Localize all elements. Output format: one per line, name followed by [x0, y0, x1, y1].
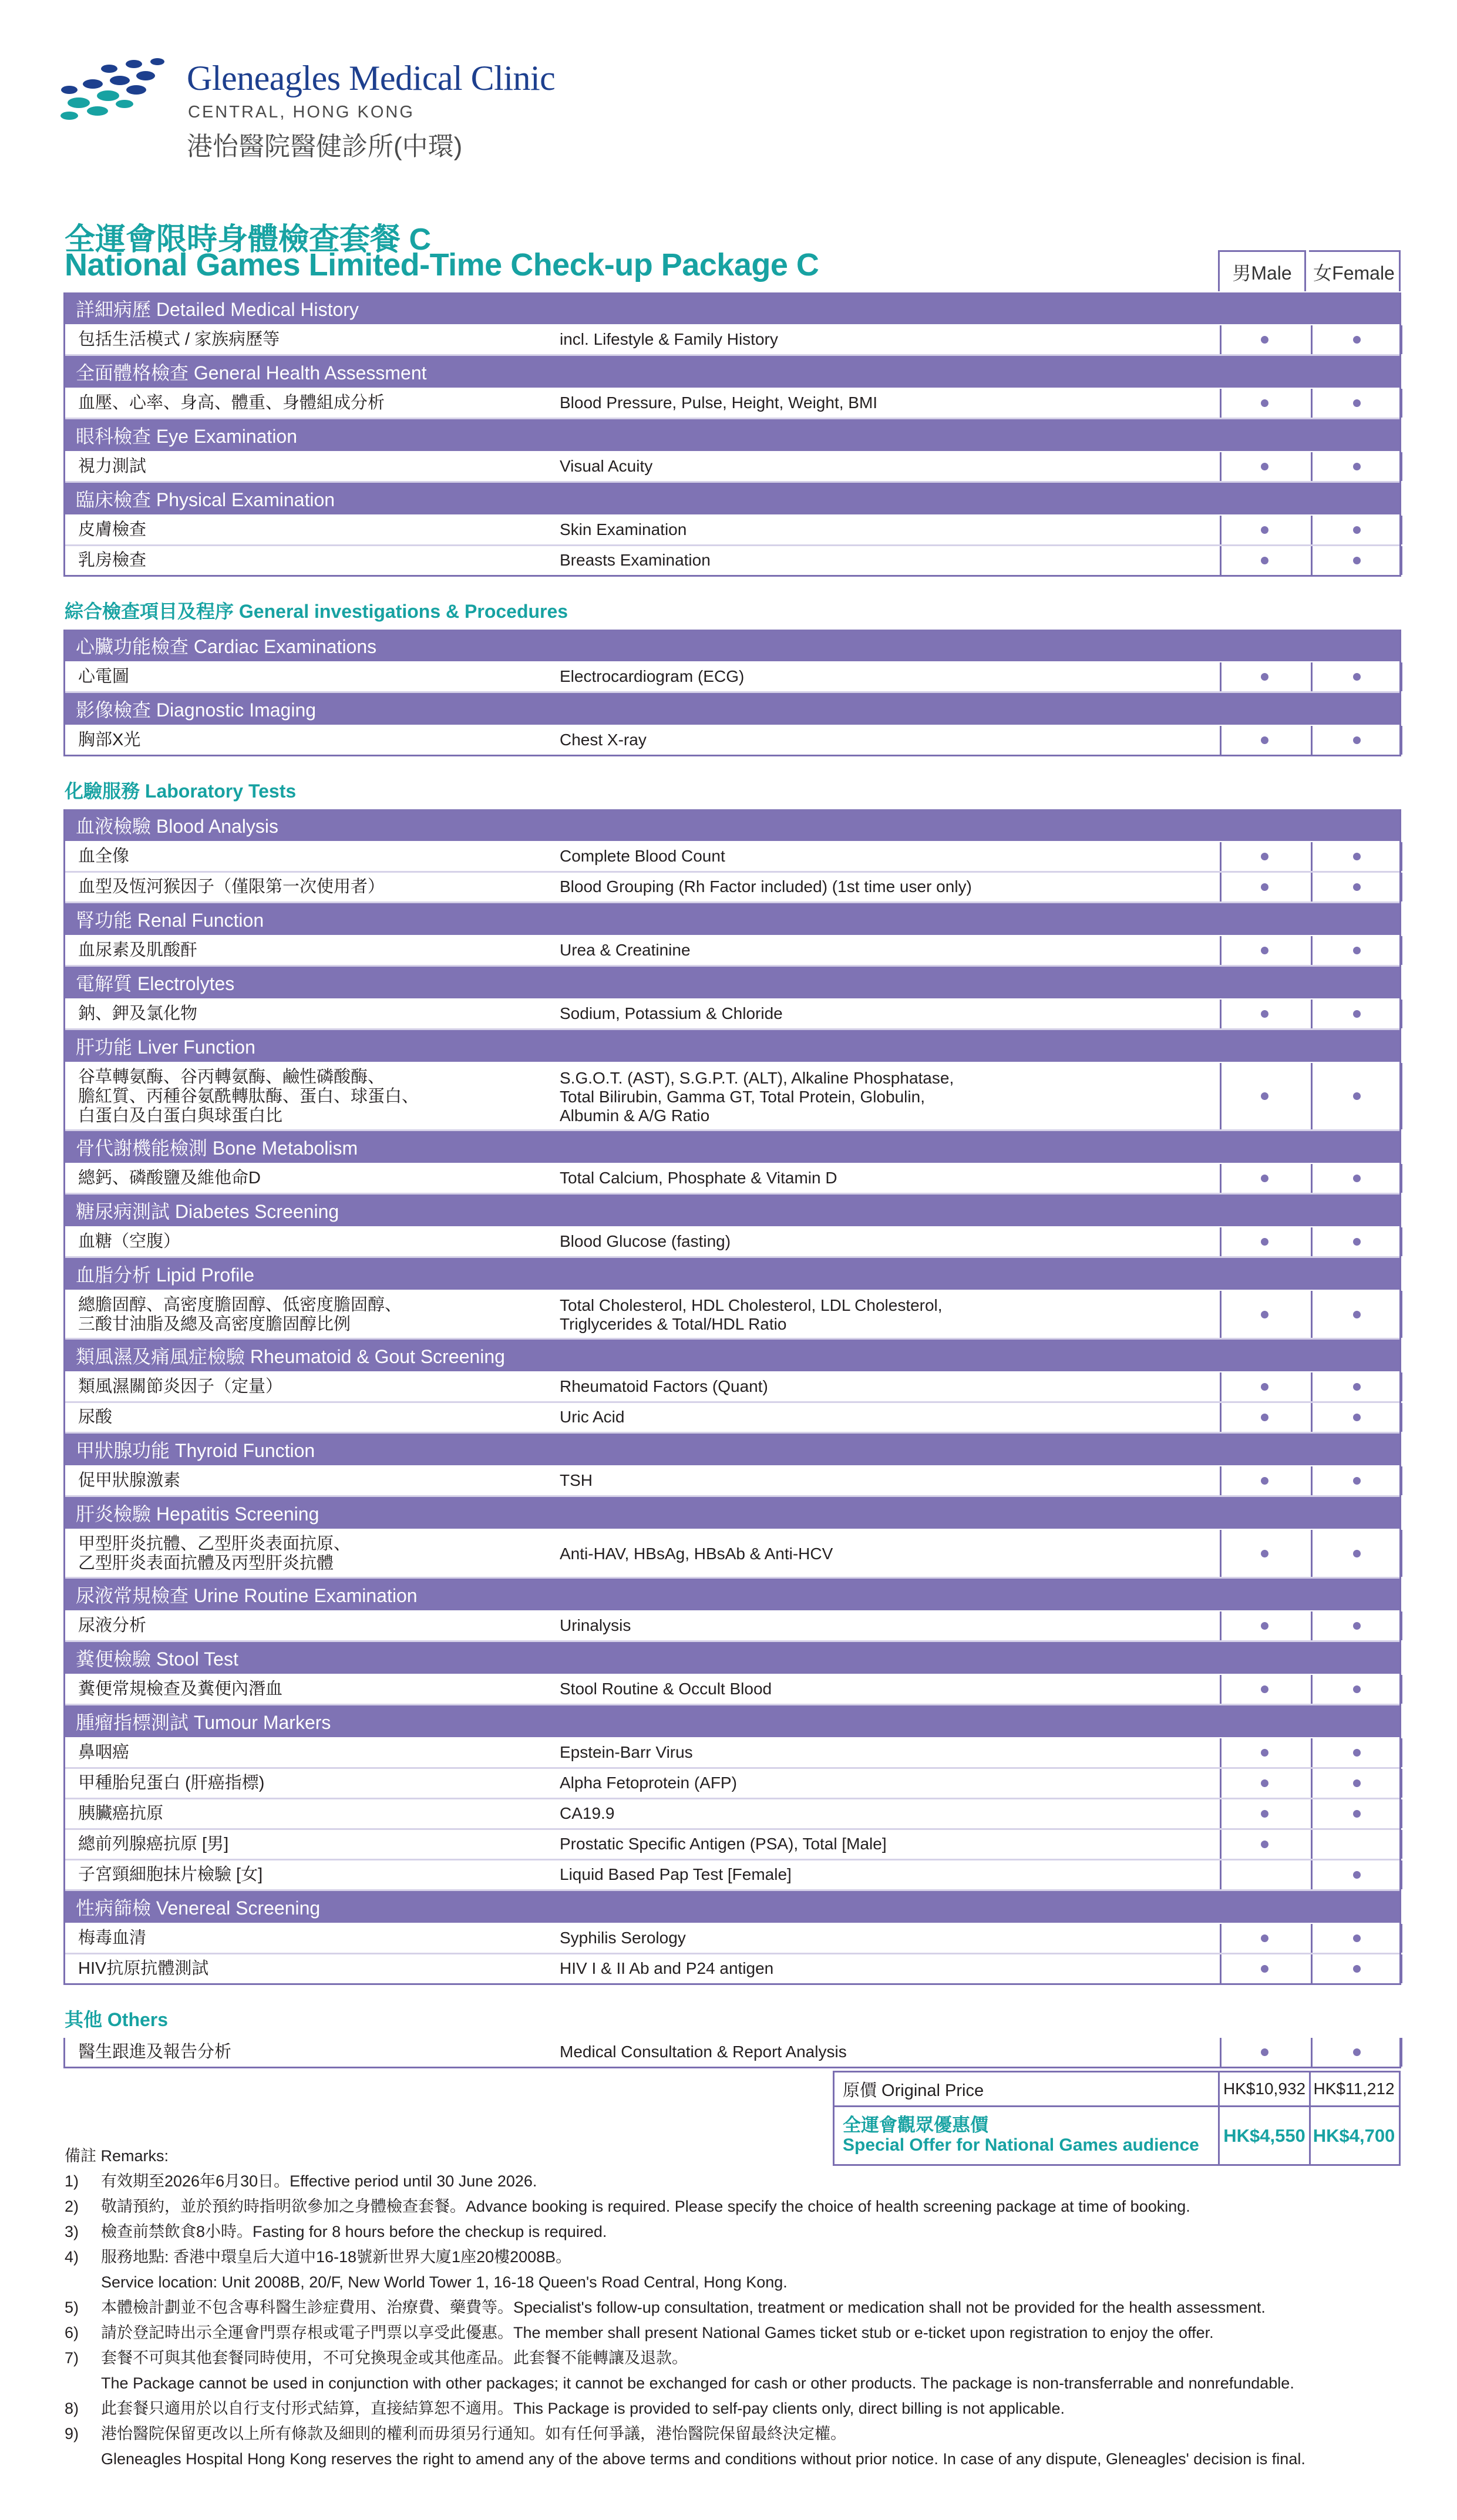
included-dot-icon	[1261, 947, 1268, 954]
column-header	[63, 250, 1401, 292]
item-name-cn: HIV抗原抗體測試	[78, 1959, 209, 1978]
female-included-cell	[1311, 1466, 1402, 1495]
female-included-cell	[1311, 1403, 1402, 1432]
remark-line	[65, 2219, 1398, 2245]
item-name-cn: 谷草轉氨酶、谷丙轉氨酶、鹼性磷酸酶、 膽紅質、丙種谷氨酰轉肽酶、蛋白、球蛋白、 白蛋白及白蛋白與球蛋白比	[78, 1068, 419, 1125]
male-included-cell	[1220, 1769, 1308, 1798]
item-name-en: Electrocardiogram (ECG)	[560, 667, 745, 685]
included-dot-icon	[1261, 526, 1268, 534]
remark-number	[65, 2371, 101, 2396]
included-dot-icon	[1261, 2048, 1268, 2056]
included-dot-icon	[1353, 1477, 1361, 1485]
remark-text: The Package cannot be used in conjunction with other packages; it cannot be exchanged for cash or other products. The package is non-transferrable and nonrefundable.	[101, 2374, 1294, 2392]
included-dot-icon	[1353, 463, 1361, 470]
included-dot-icon	[1261, 557, 1268, 564]
remark-text: Service location: Unit 2008B, 20/F, New World Tower 1, 16-18 Queen's Road Central, Hong Kong.	[101, 2273, 788, 2291]
section-header: 骨代謝機能檢測 Bone Metabolism	[65, 1131, 1399, 1163]
remark-text: 有效期至2026年6月30日。Effective period until 30 June 2026.	[101, 2172, 537, 2190]
item-name-en: Visual Acuity	[560, 457, 653, 475]
included-dot-icon	[1261, 1779, 1268, 1787]
section-header: 性病篩檢 Venereal Screening	[65, 1891, 1399, 1923]
female-included-cell	[1311, 873, 1402, 901]
remark-line	[65, 2245, 1398, 2270]
female-included-cell	[1311, 1530, 1402, 1577]
remark-line	[65, 2396, 1398, 2421]
included-dot-icon	[1353, 1238, 1361, 1246]
item-name-cn: 乳房檢查	[78, 551, 147, 570]
group-table	[63, 809, 1401, 1985]
item-name-en: TSH	[560, 1471, 593, 1489]
item-name-en: Stool Routine & Occult Blood	[560, 1680, 772, 1698]
included-dot-icon	[1353, 336, 1361, 344]
female-included-cell	[1311, 546, 1402, 575]
included-dot-icon	[1353, 1175, 1361, 1182]
table-row	[65, 1063, 1399, 1131]
item-name-en: Blood Pressure, Pulse, Height, Weight, BMI	[560, 393, 878, 412]
remark-line	[65, 2447, 1398, 2472]
included-dot-icon	[1261, 1010, 1268, 1018]
female-included-cell	[1311, 1860, 1402, 1889]
included-dot-icon	[1261, 336, 1268, 344]
item-name-en: Prostatic Specific Antigen (PSA), Total [Male]	[560, 1835, 887, 1853]
remark-text: 此套餐只適用於以自行支付形式結算，直接結算恕不適用。This Package is provided to self-pay clients only, direct billing is not applicable.	[101, 2400, 1065, 2417]
item-name-cn: 血型及恆河猴因子（僅限第一次使用者）	[78, 877, 385, 896]
table-row	[65, 2038, 1399, 2068]
male-included-cell	[1220, 1227, 1308, 1256]
remark-text: Gleneagles Hospital Hong Kong reserves the right to amend any of the above terms and conditions without prior notice. In case of any dispute, Gleneagles' decision is final.	[101, 2450, 1305, 2468]
package-table	[63, 250, 1401, 2166]
included-dot-icon	[1261, 1238, 1268, 1246]
female-included-cell	[1311, 1830, 1402, 1859]
male-included-cell	[1220, 1164, 1308, 1193]
included-dot-icon	[1353, 557, 1361, 564]
item-name-cn: 總前列腺癌抗原 [男]	[78, 1835, 229, 1853]
section-header: 眼科檢查 Eye Examination	[65, 419, 1399, 451]
female-included-cell	[1311, 1769, 1402, 1798]
item-name-en: Total Cholesterol, HDL Cholesterol, LDL Cholesterol, Triglycerides & Total/HDL Ratio	[560, 1296, 943, 1333]
remark-number: 2)	[65, 2198, 79, 2215]
item-name-cn: 尿液分析	[78, 1616, 147, 1635]
item-name-en: HIV I & II Ab and P24 antigen	[560, 1959, 774, 1977]
original-price-label: 原價 Original Price	[833, 2071, 1218, 2107]
brand-name: Gleneagles Medical Clinic	[187, 59, 556, 97]
remark-text: 敬請預約，並於預約時指明欲參加之身體檢查套餐。Advance booking is required. Please specify the choice of health screening package at time of booking.	[101, 2198, 1190, 2215]
table-row	[65, 936, 1399, 967]
item-name-cn: 血壓、心率、身高、體重、身體組成分析	[78, 393, 385, 412]
table-row	[65, 1830, 1399, 1860]
male-included-cell	[1220, 873, 1308, 901]
item-name-cn: 鈉、鉀及氯化物	[78, 1004, 198, 1023]
section-header: 血脂分析 Lipid Profile	[65, 1258, 1399, 1290]
table-row	[65, 1769, 1399, 1799]
female-included-cell	[1311, 325, 1402, 354]
included-dot-icon	[1353, 1010, 1361, 1018]
included-dot-icon	[1353, 1871, 1361, 1879]
included-dot-icon	[1261, 1622, 1268, 1630]
female-included-cell	[1311, 662, 1402, 691]
remark-number: 5)	[65, 2299, 79, 2316]
table-row	[65, 1164, 1399, 1195]
section-header: 全面體格檢查 General Health Assessment	[65, 356, 1399, 388]
group-table	[63, 2038, 1401, 2068]
female-included-cell	[1311, 1000, 1402, 1028]
package-title-en: National Games Limited-Time Check-up Package C	[65, 247, 819, 282]
included-dot-icon	[1261, 1383, 1268, 1391]
item-name-cn: 視力測試	[78, 457, 147, 476]
table-row	[65, 1227, 1399, 1258]
male-included-cell	[1220, 1403, 1308, 1432]
section-header: 尿液常規檢查 Urine Routine Examination	[65, 1579, 1399, 1610]
item-name-en: Syphilis Serology	[560, 1929, 686, 1947]
included-dot-icon	[1261, 1175, 1268, 1182]
included-dot-icon	[1261, 1414, 1268, 1421]
table-row	[65, 842, 1399, 873]
item-name-cn: 甲種胎兒蛋白 (肝癌指標)	[78, 1774, 265, 1792]
remark-line	[65, 2320, 1398, 2346]
male-included-cell	[1220, 325, 1308, 354]
table-row	[65, 1611, 1399, 1642]
section-header: 影像檢查 Diagnostic Imaging	[65, 693, 1399, 725]
item-name-en: Complete Blood Count	[560, 847, 725, 865]
offer-label-en: Special Offer for National Games audience	[843, 2135, 1199, 2155]
male-included-cell	[1220, 1924, 1308, 1953]
included-dot-icon	[1261, 463, 1268, 470]
included-dot-icon	[1261, 1810, 1268, 1818]
female-included-cell	[1311, 726, 1402, 755]
item-name-en: Liquid Based Pap Test [Female]	[560, 1865, 792, 1883]
table-row	[65, 1000, 1399, 1030]
table-row	[65, 1860, 1399, 1891]
remark-text: 本體檢計劃並不包含專科醫生診症費用、治療費、藥費等。Specialist's follow-up consultation, treatment or medication shall not be provided for the health assessment.	[101, 2299, 1266, 2316]
included-dot-icon	[1261, 673, 1268, 681]
female-included-cell	[1311, 1954, 1402, 1983]
item-name-en: Urea & Creatinine	[560, 941, 691, 959]
item-name-cn: 促甲狀腺激素	[78, 1471, 181, 1490]
included-dot-icon	[1261, 1092, 1268, 1100]
male-included-cell	[1220, 726, 1308, 755]
included-dot-icon	[1261, 1477, 1268, 1485]
table-body	[63, 292, 1401, 2071]
offer-label-cn: 全運會觀眾優惠價	[843, 2115, 988, 2135]
group-heading-en: Laboratory Tests	[144, 780, 297, 802]
male-included-cell	[1220, 452, 1308, 481]
remark-line	[65, 2295, 1398, 2320]
group-table	[63, 292, 1401, 577]
offer-price-female: HK$4,700	[1309, 2105, 1401, 2166]
remark-number: 7)	[65, 2349, 79, 2367]
included-dot-icon	[1353, 1965, 1361, 1973]
item-name-en: CA19.9	[560, 1804, 615, 1822]
female-included-cell	[1311, 516, 1402, 544]
included-dot-icon	[1353, 526, 1361, 534]
remarks-heading: 備註 Remarks:	[65, 2147, 169, 2165]
remark-line	[65, 2346, 1398, 2371]
male-included-cell	[1220, 1000, 1308, 1028]
male-included-cell	[1220, 1372, 1308, 1401]
item-name-en: Blood Glucose (fasting)	[560, 1232, 731, 1250]
clinic-logo	[59, 56, 587, 167]
male-included-cell	[1220, 546, 1308, 575]
item-name-cn: 胰臟癌抗原	[78, 1804, 164, 1823]
package-title-cn: 全運會限時身體檢查套餐 C	[65, 223, 432, 257]
section-header: 腎功能 Renal Function	[65, 903, 1399, 935]
original-price-male: HK$10,932	[1218, 2071, 1311, 2107]
item-name-en: Urinalysis	[560, 1616, 631, 1634]
female-included-cell	[1311, 1675, 1402, 1704]
table-row	[65, 1403, 1399, 1434]
male-included-cell	[1220, 1530, 1308, 1577]
table-row	[65, 1466, 1399, 1497]
female-included-cell	[1311, 2038, 1402, 2067]
female-included-cell	[1311, 936, 1402, 965]
item-name-en: incl. Lifestyle & Family History	[560, 330, 778, 348]
remark-text: 服務地點: 香港中環皇后大道中16-18號新世界大廈1座20樓2008B。	[101, 2248, 572, 2266]
included-dot-icon	[1261, 399, 1268, 407]
remarks	[65, 2144, 1398, 2472]
table-row	[65, 1924, 1399, 1954]
brand-location: CENTRAL, HONG KONG	[188, 103, 415, 122]
remark-number: 3)	[65, 2223, 79, 2240]
male-included-cell	[1220, 1799, 1308, 1828]
table-row	[65, 516, 1399, 546]
included-dot-icon	[1353, 1383, 1361, 1391]
male-included-cell	[1220, 842, 1308, 871]
included-dot-icon	[1261, 1749, 1268, 1757]
item-name-cn: 血全像	[78, 847, 130, 866]
item-name-en: S.G.O.T. (AST), S.G.P.T. (ALT), Alkaline Phosphatase, Total Bilirubin, Gamma GT, Total Protein, Globulin, Albumin & A/G Ratio	[560, 1068, 954, 1125]
item-name-en: Blood Grouping (Rh Factor included) (1st time user only)	[560, 877, 972, 896]
item-name-cn: 鼻咽癌	[78, 1743, 130, 1762]
table-row	[65, 1954, 1399, 1985]
included-dot-icon	[1353, 1622, 1361, 1630]
section-header: 電解質 Electrolytes	[65, 967, 1399, 998]
offer-price-male: HK$4,550	[1218, 2105, 1311, 2166]
item-name-en: Chest X-ray	[560, 731, 647, 749]
table-row	[65, 1530, 1399, 1579]
included-dot-icon	[1353, 1550, 1361, 1557]
remark-text: 套餐不可與其他套餐同時使用，不可兌換現金或其他產品。此套餐不能轉讓及退款。	[101, 2349, 688, 2367]
item-name-en: Sodium, Potassium & Chloride	[560, 1004, 783, 1022]
remark-text: 檢查前禁飲食8小時。Fasting for 8 hours before the checkup is required.	[101, 2223, 607, 2240]
table-row	[65, 546, 1399, 577]
male-included-cell	[1220, 1860, 1308, 1889]
included-dot-icon	[1261, 853, 1268, 860]
group-heading-cn: 綜合檢查項目及程序	[65, 601, 234, 622]
included-dot-icon	[1261, 883, 1268, 891]
item-name-cn: 梅毒血清	[78, 1929, 147, 1947]
male-included-cell	[1220, 1291, 1308, 1338]
included-dot-icon	[1353, 1311, 1361, 1318]
remark-number: 4)	[65, 2248, 79, 2266]
female-included-cell	[1311, 1227, 1402, 1256]
section-header: 糞便檢驗 Stool Test	[65, 1642, 1399, 1674]
item-name-cn: 甲型肝炎抗體、乙型肝炎表面抗原、 乙型肝炎表面抗體及丙型肝炎抗體	[78, 1535, 351, 1573]
section-header: 甲狀腺功能 Thyroid Function	[65, 1434, 1399, 1465]
table-row	[65, 1799, 1399, 1830]
included-dot-icon	[1353, 1092, 1361, 1100]
item-name-cn: 類風濕關節炎因子（定量）	[78, 1377, 283, 1396]
item-name-en: Skin Examination	[560, 520, 687, 539]
group-heading-en: General investigations & Procedures	[238, 601, 568, 622]
included-dot-icon	[1353, 1685, 1361, 1693]
female-included-cell	[1311, 1164, 1402, 1193]
original-price-female: HK$11,212	[1309, 2071, 1401, 2107]
item-name-cn: 子宮頸細胞抹片檢驗 [女]	[78, 1865, 263, 1884]
group-heading-en: Others	[107, 2009, 169, 2030]
item-name-en: Epstein-Barr Virus	[560, 1743, 693, 1761]
female-included-cell	[1311, 1611, 1402, 1640]
male-included-cell	[1220, 389, 1308, 418]
female-included-cell	[1311, 1924, 1402, 1953]
included-dot-icon	[1353, 1934, 1361, 1942]
section-header: 臨床檢查 Physical Examination	[65, 483, 1399, 514]
female-included-cell	[1311, 1799, 1402, 1828]
remark-number	[65, 2447, 101, 2472]
remark-number	[65, 2270, 101, 2295]
included-dot-icon	[1353, 736, 1361, 744]
included-dot-icon	[1261, 1685, 1268, 1693]
group-heading-cn: 其他	[65, 2009, 103, 2030]
included-dot-icon	[1353, 399, 1361, 407]
group-heading	[63, 756, 1401, 809]
item-name-cn: 胸部X光	[78, 731, 141, 749]
group-heading-cn: 化驗服務	[65, 780, 140, 802]
included-dot-icon	[1353, 947, 1361, 954]
item-name-en: Rheumatoid Factors (Quant)	[560, 1377, 768, 1395]
remark-line	[65, 2421, 1398, 2447]
item-name-en: Medical Consultation & Report Analysis	[560, 2043, 847, 2061]
included-dot-icon	[1353, 1810, 1361, 1818]
remark-number: 8)	[65, 2400, 79, 2417]
remark-text: 港怡醫院保留更改以上所有條款及細則的權利而毋須另行通知。如有任何爭議，港怡醫院保留最終決定權。	[101, 2425, 846, 2442]
included-dot-icon	[1353, 883, 1361, 891]
male-included-cell	[1220, 662, 1308, 691]
female-column-header: 女Female	[1309, 250, 1401, 291]
section-header: 肝功能 Liver Function	[65, 1030, 1399, 1062]
female-included-cell	[1311, 1372, 1402, 1401]
item-name-cn: 醫生跟進及報告分析	[78, 2043, 232, 2061]
item-name-cn: 血糖（空腹）	[78, 1232, 181, 1251]
table-row	[65, 1372, 1399, 1403]
female-included-cell	[1311, 389, 1402, 418]
included-dot-icon	[1353, 853, 1361, 860]
female-included-cell	[1311, 1063, 1402, 1129]
female-included-cell	[1311, 842, 1402, 871]
male-included-cell	[1220, 1675, 1308, 1704]
table-row	[65, 325, 1399, 356]
item-name-cn: 血尿素及肌酸酐	[78, 941, 198, 960]
item-name-en: Uric Acid	[560, 1408, 625, 1426]
group-heading	[63, 1985, 1401, 2038]
item-name-cn: 總膽固醇、高密度膽固醇、低密度膽固醇、 三酸甘油脂及總及高密度膽固醇比例	[78, 1296, 402, 1334]
male-included-cell	[1220, 1466, 1308, 1495]
item-name-cn: 尿酸	[78, 1408, 113, 1426]
included-dot-icon	[1261, 1550, 1268, 1557]
remark-number: 1)	[65, 2172, 79, 2190]
included-dot-icon	[1353, 1414, 1361, 1421]
included-dot-icon	[1353, 1779, 1361, 1787]
item-name-cn: 總鈣、磷酸鹽及維他命D	[78, 1169, 261, 1187]
section-header: 心臟功能檢查 Cardiac Examinations	[65, 630, 1399, 661]
item-name-cn: 糞便常規檢查及糞便內潛血	[78, 1680, 283, 1698]
table-row	[65, 726, 1399, 756]
remark-line	[65, 2270, 1398, 2295]
remark-line	[65, 2169, 1398, 2194]
male-included-cell	[1220, 2038, 1308, 2067]
male-included-cell	[1220, 1954, 1308, 1983]
included-dot-icon	[1353, 673, 1361, 681]
male-included-cell	[1220, 1611, 1308, 1640]
male-included-cell	[1220, 936, 1308, 965]
male-included-cell	[1220, 1738, 1308, 1767]
included-dot-icon	[1353, 2048, 1361, 2056]
group-table	[63, 630, 1401, 756]
item-name-en: Alpha Fetoprotein (AFP)	[560, 1774, 737, 1792]
table-row	[65, 873, 1399, 903]
included-dot-icon	[1261, 1311, 1268, 1318]
gleneagles-logo-mark-icon	[59, 56, 176, 120]
included-dot-icon	[1261, 1965, 1268, 1973]
table-row	[65, 662, 1399, 693]
male-included-cell	[1220, 1063, 1308, 1129]
included-dot-icon	[1353, 1749, 1361, 1757]
table-row	[65, 1738, 1399, 1769]
included-dot-icon	[1261, 1934, 1268, 1942]
section-header: 詳細病歷 Detailed Medical History	[65, 292, 1399, 324]
group-heading	[63, 577, 1401, 630]
item-name-cn: 包括生活模式 / 家族病歷等	[78, 330, 280, 349]
item-name-cn: 心電圖	[78, 667, 130, 686]
section-header: 糖尿病測試 Diabetes Screening	[65, 1195, 1399, 1226]
section-header: 肝炎檢驗 Hepatitis Screening	[65, 1497, 1399, 1529]
female-included-cell	[1311, 1291, 1402, 1338]
table-row	[65, 1675, 1399, 1705]
item-name-en: Anti-HAV, HBsAg, HBsAb & Anti-HCV	[560, 1545, 833, 1563]
item-name-en: Total Calcium, Phosphate & Vitamin D	[560, 1169, 837, 1187]
table-row	[65, 1291, 1399, 1340]
included-dot-icon	[1261, 736, 1268, 744]
male-column-header: 男Male	[1218, 250, 1306, 291]
section-header: 腫瘤指標測試 Tumour Markers	[65, 1705, 1399, 1737]
section-header: 類風濕及痛風症檢驗 Rheumatoid & Gout Screening	[65, 1340, 1399, 1371]
table-row	[65, 452, 1399, 483]
item-name-en: Breasts Examination	[560, 551, 711, 569]
section-header: 血液檢驗 Blood Analysis	[65, 809, 1399, 841]
remark-number: 9)	[65, 2425, 79, 2442]
remark-number: 6)	[65, 2324, 79, 2341]
remark-line	[65, 2194, 1398, 2219]
item-name-cn: 皮膚檢查	[78, 520, 147, 539]
included-dot-icon	[1261, 1841, 1268, 1848]
brand-name-cn: 港怡醫院醫健診所(中環)	[187, 132, 463, 161]
remark-line	[65, 2371, 1398, 2396]
table-row	[65, 389, 1399, 419]
remark-text: 請於登記時出示全運會門票存根或電子門票以享受此優惠。The member shall present National Games ticket stub or e-ticket upon registration to enjoy the offer.	[101, 2324, 1214, 2341]
male-included-cell	[1220, 516, 1308, 544]
female-included-cell	[1311, 1738, 1402, 1767]
male-included-cell	[1220, 1830, 1308, 1859]
female-included-cell	[1311, 452, 1402, 481]
